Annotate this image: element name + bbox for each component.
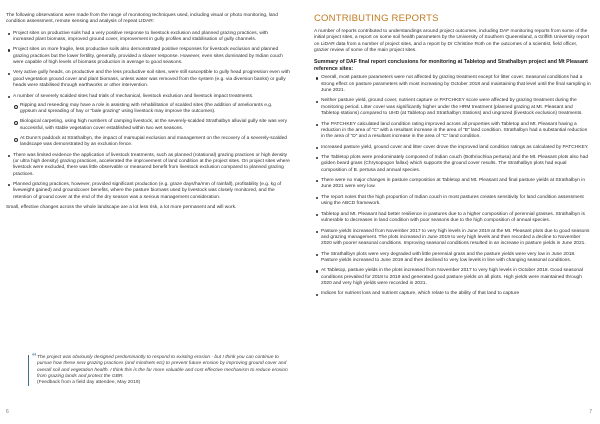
report-subheading: Summary of DAF final report conclusions for monitoring at Tabletop and Strathalbyn project and Mt Pleasant reference sites: (314, 59, 588, 72)
treatment-item: At Dunn’s paddock at Strathalbyn, the impact of marsupial exclusion and management on the recovery of a severely-scalded landscape was demonstrated by an exclusion fence. (20, 136, 290, 149)
treatment-sublist (13, 103, 290, 149)
conclusion-item: Tabletop and Mt. Pleasant had better resilience in pastures due to a higher composition of perennial grasses. Strathalbyn is vulnerable to decreases in land condition with poor seasons due to the high composition of annual species. (321, 212, 592, 225)
conclusion-item: Increased pasture yield, ground cover and litter cover drove the improved land condition ratings as calculated by PATCHKEY. (321, 145, 592, 151)
quote-source: (Feedback from a field day attendee, May 2019) (37, 380, 141, 386)
quote-text: The project was obviously designed predominantly to respond to existing erosion - but I think you can continue to pursue how these new grazing practices (and mindsets etc) to prevent future erosion by improving ground cover and overall soil and vegetation health. I think this is the far more valuable and cost effective mechanism to reduce erosion from grazing lands and protect the GBR. (37, 355, 288, 379)
conclusion-item: Neither pasture yield, ground cover, nutrient capture or PATCHKEY score were affected by grazing treatment during the monitoring period. Litter cover was significantly higher under the HRM treatment (planned grazing at Mt. Pleasant and Tabletop stations) compared to UHD (at Tabletop and Strathalbyn Stations) and ungrazed (livestock exclusion) treatments. (321, 98, 592, 117)
observation-item: Planned grazing practices, however, provided significant production (e.g. graze days/ha/mm of rainfall), profitability (e.g. kg of liveweight gained) and groundcover benefits, where the pasture biomass used by livestock was closely monitored, and the retention of ground cover at the end of the dry season was a serious management consideration. (13, 182, 290, 201)
conclusion-item: The report notes that the high proportion of Indian couch in most pastures creates sensitivity for land condition assessment using the ABCD framework. (321, 195, 592, 208)
conclusion-item: The Tabletop plots were predominately composed of Indian couch (Bothriochloa pertusa) and the Mt. Pleasant plots also had golden beard grass (Chrysopogon fallax) which supports the ground cover results. The Strathalbyn plots had equal composition of B. pertusa and annual species. (321, 155, 592, 174)
conclusion-item: Pasture yields increased from November 2017 to very high levels in June 2019 at the Mt. Pleasant plots due to good seasons and grazing management. The plots increased in June 2019 to very high levels and then recorded a decline to November 2020 with poorer seasonal conditions. Improving seasonal conditions resulted in an increase in pasture yields in June 2021. (321, 229, 592, 248)
conclusion-item: There were no major changes in pasture composition at Tabletop and Mt. Pleasant and final pasture yields at Strathalbyn in June 2021 were very low. (321, 178, 592, 191)
section-heading: CONTRIBUTING REPORTS (314, 13, 439, 24)
observation-item (13, 94, 290, 149)
attendee-quote (28, 352, 293, 386)
conclusion-item: The PATCHKEY calculated land condition rating improved across all properties with Tabletop and Mt. Pleasant having a reduction in the area of “C” with a resultant increase in the area of “B” land condition. Strathalbyn had a substantial reduction in the area of “D” and a resultant increase in the area of “C” land condition. (321, 122, 592, 141)
conclusions-list (314, 75, 592, 297)
left-column (6, 13, 290, 217)
left-intro: The following observations were made from the range of monitoring techniques used, including visual or photo monitoring, land condition assessment, remote sensing and analysis of repeat LIDAR: (6, 13, 278, 25)
conclusion-item: At Tabletop, pasture yields in the plots increased from November 2017 to very high levels in October 2018. Good seasonal conditions prevailed for 2018 to 2019 and generated good pasture yields on all plots. High yields were maintained through 2020 and very high yields were recorded in 2021. (321, 268, 592, 287)
observation-item: Very active gully heads, on productive and the less productive soil sites, were still susceptible to gully head progression even with good vegetation ground cover and plant biomass, unless water was removed from the system (e.g. via diversion banks) or gully heads were stabilised through earthworks or other intervention. (13, 70, 290, 89)
right-intro: A number of reports contributed to understandings around project outcomes, including DAF monitoring reports from some of the initial project sites, a report on some soil health parameters by the University of Southern Queensland, a Griffith University report on LiDAR data from a number of project sites, and a report by Dr Christine Roth on the outcomes of a scientist, field officer, grazier review of some of the main project sites. (314, 29, 590, 53)
observations-list (6, 31, 290, 201)
conclusion-item: Overall, most pasture parameters were not affected by grazing treatment except for litter cover. Seasonal conditions had a strong effect on pasture parameters with most increasing by October 2018 and maintaining that level until the final sampling in June 2021. (321, 75, 591, 93)
quote-mark-icon: “ (32, 352, 37, 363)
conclusion-item: The Strathalbyn plots were very degraded with little perennial grass and the pasture yields were very low in June 2018. Pasture yields increased to June 2019 and then declined to very low levels in line with changing seasonal conditions. (321, 252, 592, 265)
observation-item: Project sites on productive soils had a very positive response to livestock exclusion and planned grazing practices, with increased plant biomass, improved ground cover, improvement in gully profiles and stabilisation of gully channels. (13, 31, 290, 44)
observation-item: There was limited evidence the application of livestock treatments, such as planned (rotational) grazing practices or high density (or ultra high density) grazing practices, accelerated the improvement of land condition at the project sites. On project sites where livestock were excluded, there was little observable or measured benefit from livestock exclusion compared to planned grazing practices. (13, 152, 290, 177)
right-column (314, 13, 592, 302)
observation-item: Project sites on more fragile, less productive soils also demonstrated positive responses for livestock exclusion and planned grazing practices but the lower fertility, generally, provided a slower response. However, even sites dominated by Indian couch were capable of high levels of biomass production in average to good seasons. (13, 47, 290, 66)
observation-text: A number of severely scalded sites had trials of mechanical, livestock exclusion and livestock impact treatments. (13, 93, 254, 99)
treatment-item: Biological carpeting, using high numbers of camping livestock, at the severely-scalded Strathalbyn alluvial gully site was very successful, with stable vegetation cover established within two wet seasons. (20, 119, 290, 132)
left-outro: Small, effective changes across the whole landscape are a lot less risk, a lot more permanent and will work. (6, 205, 237, 211)
right-page (300, 0, 600, 424)
page-number: 6 (6, 409, 9, 415)
treatment-item: Ripping and reseeding may have a role in assisting with rehabilitation of scalded sites (the addition of ameliorants e.g. gypsum and spreading of hay or “bale grazing” using livestock may improve the outcomes). (20, 103, 290, 116)
conclusion-item: Indices for nutrient loss and nutrient capture, which relate to the ability of that land to capture (321, 291, 592, 297)
page-number: 7 (589, 409, 592, 415)
